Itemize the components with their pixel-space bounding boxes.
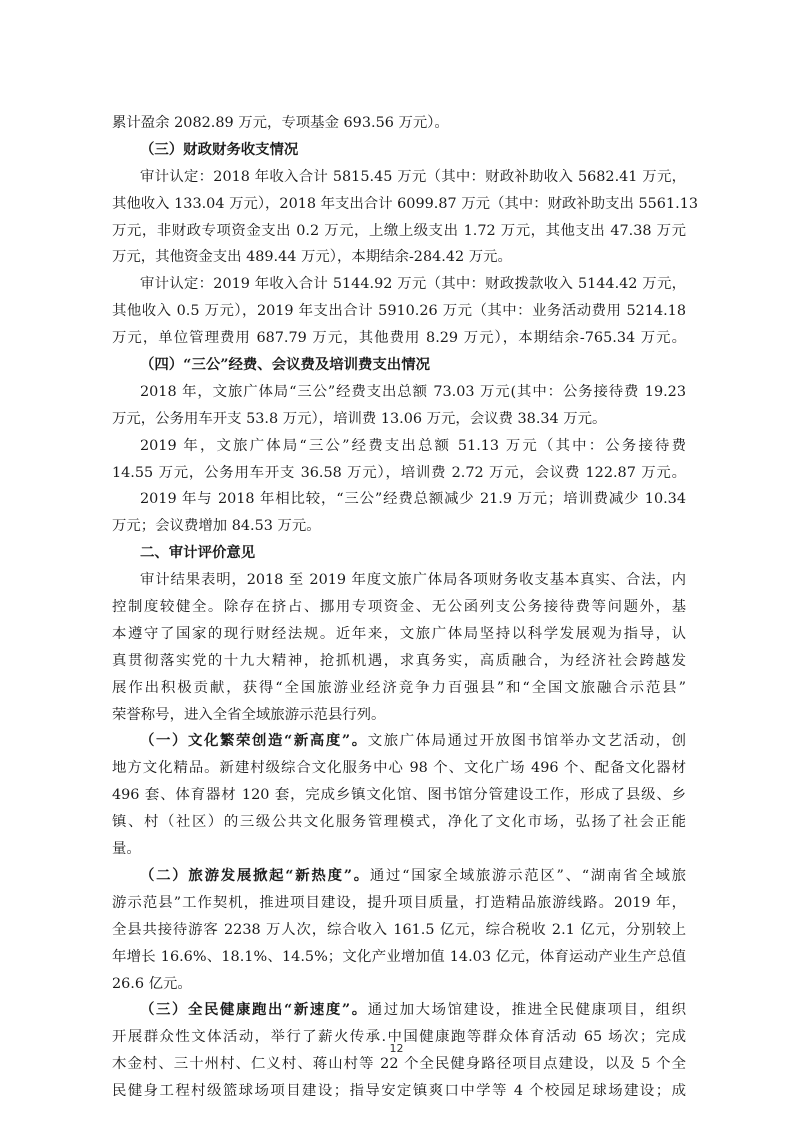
text-line: 展作出积极贡献，获得“全国旅游业经济竞争力百强县”和“全国文旅融合示范县” xyxy=(112,679,686,696)
text-line: 万元，其他资金支出 489.44 万元），本期结余-284.42 万元。 xyxy=(112,249,512,266)
text-line: 真贯彻落实党的十九大精神，抢抓机遇，求真务实，高质融合，为经济社会跨越发 xyxy=(112,652,686,669)
text-line: 年增长 16.6%、18.1%、14.5%；文化产业增加值 14.03 亿元，体育运动产业生产总值 xyxy=(112,948,686,965)
text-line: 万元，非财政专项资金支出 0.2 万元，上缴上级支出 1.72 万元，其他支出 47.38 万元 xyxy=(112,222,686,239)
text-line: 荣誉称号，进入全省全域旅游示范县行列。 xyxy=(112,706,386,723)
text-line: 量。 xyxy=(112,841,141,858)
section-heading: （四）“三公”经费、会议费及培训费支出情况 xyxy=(140,356,430,374)
text-line: 其他收入 133.04 万元），2018 年支出合计 6099.87 万元（其中：财政补助支出 5561.13 xyxy=(112,195,699,212)
text-line: 2018 年，文旅广体局“三公”经费支出总额 73.03 万元(其中：公务接待费 19.23 xyxy=(140,383,686,400)
text-line: 2019 年与 2018 年相比较，“三公”经费总额减少 21.9 万元；培训费减少 10.34 xyxy=(140,491,686,508)
text-line: 木金村、三十州村、仁义村、蒋山村等 22 个全民健身路径项目点建设，以及 5 个全 xyxy=(112,1056,686,1073)
text-line: 控制度较健全。除存在挤占、挪用专项资金、无公函列支公务接待费等问题外，基 xyxy=(112,599,686,616)
text-line xyxy=(112,863,686,890)
text-line: 游示范县”工作契机，推进项目建设，提升项目质量，打造精品旅游线路。2019 年， xyxy=(112,894,686,911)
lead-text: 通过“国家全域旅游示范区”、“湖南省全域旅 xyxy=(369,867,686,884)
body-text xyxy=(112,110,699,1105)
text-line: 万元，单位管理费用 687.79 万元，其他费用 8.29 万元），本期结余-765.34 万元。 xyxy=(112,330,686,347)
text-line: 开展群众性文体活动，举行了薪火传承.中国健康跑等群众体育活动 65 场次；完成 xyxy=(112,1029,686,1046)
text-line xyxy=(112,997,686,1024)
text-line: 地方文化精品。新建村级综合文化服务中心 98 个、文化广场 496 个、配备文化器材 xyxy=(112,760,686,777)
text-line xyxy=(112,728,686,755)
text-line: 镇、村（社区）的三级公共文化服务管理模式，净化了文化市场，弘扬了社会正能 xyxy=(112,814,686,831)
section-heading: 二、审计评价意见 xyxy=(140,544,256,562)
lead-heading: （二）旅游发展掀起“新热度”。 xyxy=(140,866,370,884)
page-number: 12 xyxy=(389,1042,404,1055)
text-line: 全县共接待游客 2238 万人次，综合收入 161.5 亿元，综合税收 2.1 亿元，分别较上 xyxy=(112,921,686,938)
text-line: 审计认定：2018 年收入合计 5815.45 万元（其中：财政补助收入 5682.41 万元， xyxy=(140,168,686,185)
text-line: 累计盈余 2082.89 万元，专项基金 693.56 万元）。 xyxy=(112,115,449,131)
text-line: 万元，公务用车开支 53.8 万元），培训费 13.06 万元，会议费 38.34 万元。 xyxy=(112,410,607,427)
lead-heading: （三）全民健康跑出“新速度”。 xyxy=(140,1001,368,1019)
lead-text: 文旅广体局通过开放图书馆举办文艺活动，创 xyxy=(367,733,686,750)
text-line: 审计认定：2019 年收入合计 5144.92 万元（其中：财政拨款收入 5144.42 万元， xyxy=(140,276,686,293)
section-heading: （三）财政财务收支情况 xyxy=(140,140,299,158)
text-line: 本遵守了国家的现行财经法规。近年来，文旅广体局坚持以科学发展观为指导，认 xyxy=(112,625,686,642)
text-line: 其他收入 0.5 万元），2019 年支出合计 5910.26 万元（其中：业务活动费用 5214.18 xyxy=(112,303,686,320)
text-line: 民健身工程村级篮球场项目建设；指导安定镇爽口中学等 4 个校园足球场建设；成 xyxy=(112,1083,686,1100)
lead-text: 通过加大场馆建设，推进全民健康项目，组织 xyxy=(367,1002,686,1019)
lead-heading: （一）文化繁荣创造“新高度”。 xyxy=(140,732,368,750)
text-line: 万元；会议费增加 84.53 万元。 xyxy=(112,518,321,535)
text-line: 496 套、体育器材 120 套，完成乡镇文化馆、图书馆分管建设工作，形成了县级、乡 xyxy=(112,787,686,804)
text-line: 14.55 万元，公务用车开支 36.58 万元），培训费 2.72 万元，会议费 122.87 万元。 xyxy=(112,464,686,481)
text-line: 26.6 亿元。 xyxy=(112,975,192,992)
text-line: 2019 年，文旅广体局“三公”经费支出总额 51.13 万元（其中：公务接待费 xyxy=(140,437,686,454)
text-line: 审计结果表明，2018 至 2019 年度文旅广体局各项财务收支基本真实、合法，内 xyxy=(140,572,686,589)
